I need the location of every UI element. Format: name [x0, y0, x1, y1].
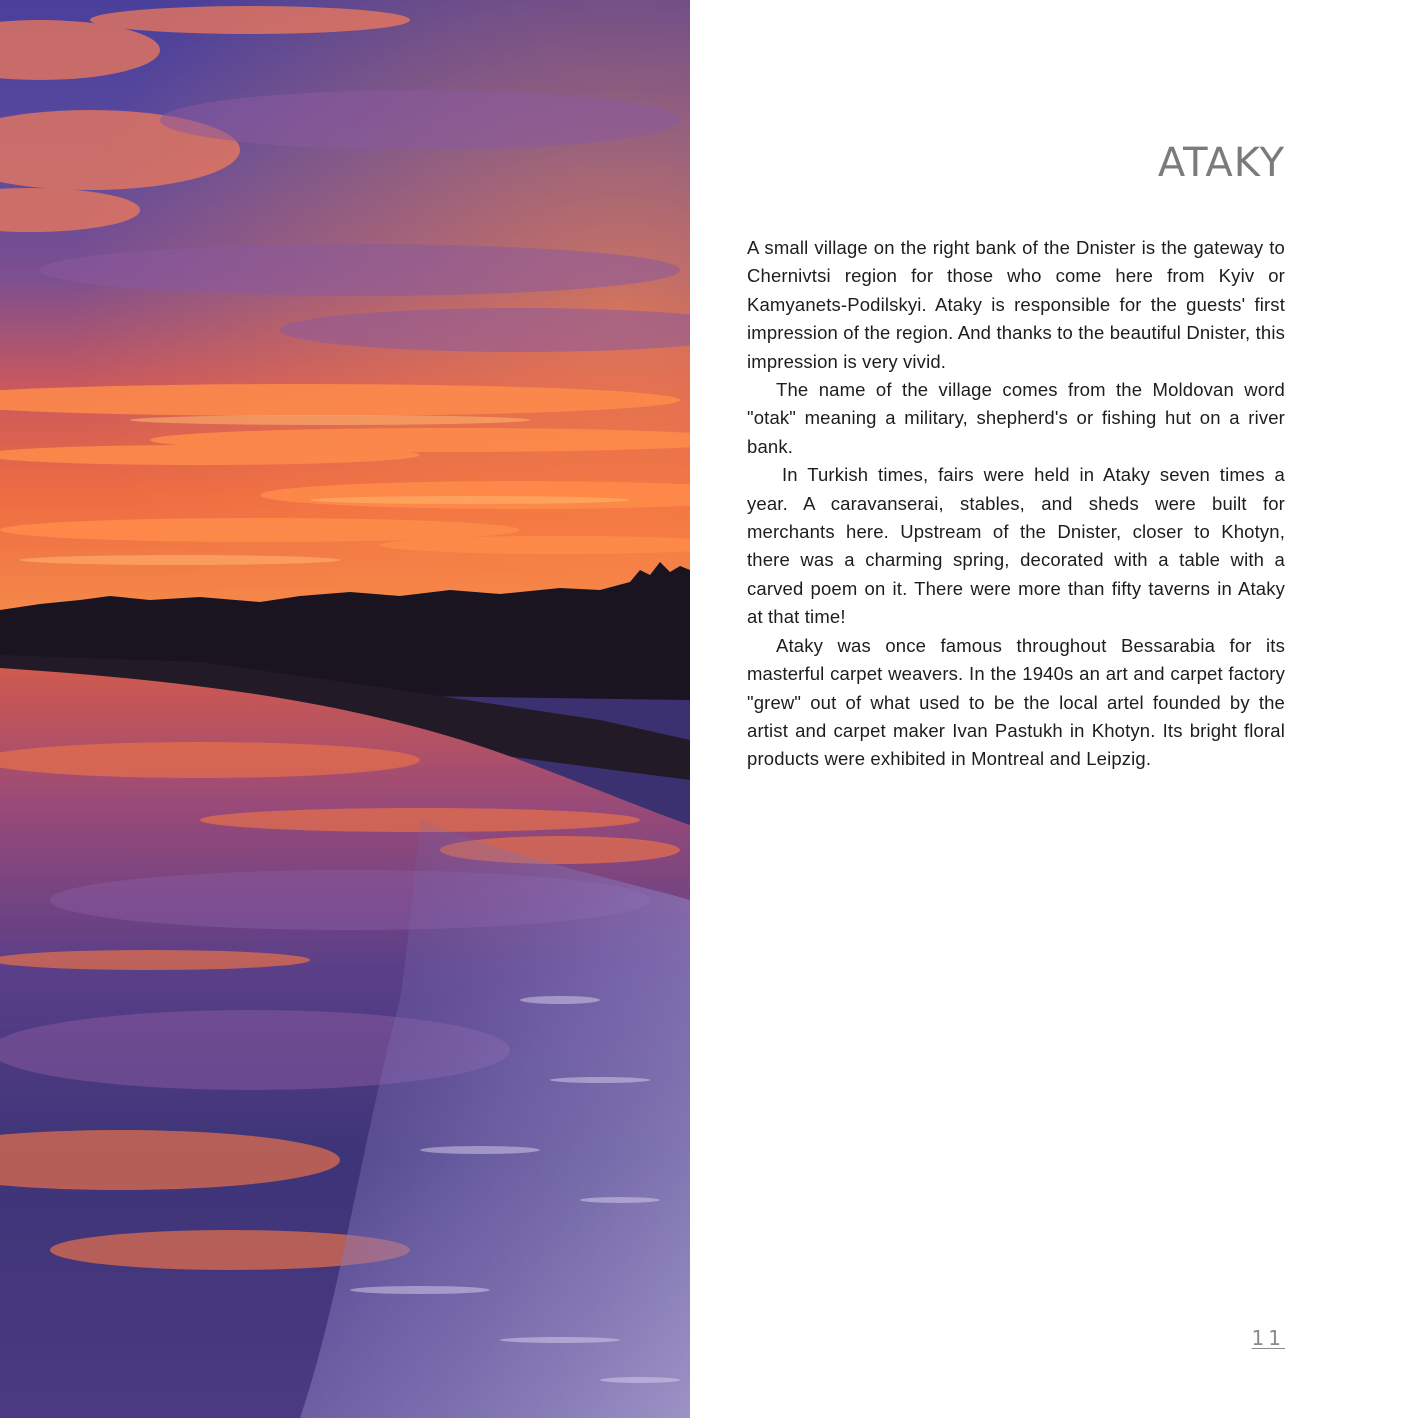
landscape-photo	[0, 0, 690, 1418]
page-title: ATAKY	[1157, 140, 1285, 186]
paragraph-turkish-times: In Turkish times, fairs were held in Ataky seven times a year. A caravanserai, stables, and sheds were built for merchants here. Upstream of the Dnister, closer to Khotyn, there was a charming spring, decorated with a table with a carved poem on it. There were more than fifty taverns in Ataky at that time!	[747, 464, 1285, 628]
paragraph-intro: A small village on the right bank of the Dnister is the gateway to Chernivtsi region for those who come here from Kyiv or Kamyanets-Podilskyi. Ataky is responsible for the guests' first impression of the region. And thanks to the beautiful Dnister, this impression is very vivid.	[747, 237, 1285, 372]
sunset-river-illustration	[0, 0, 690, 1418]
article-body	[747, 234, 1285, 774]
page-number: 11	[1251, 1326, 1285, 1350]
paragraph-name-origin: The name of the village comes from the Moldovan word "otak" meaning a military, shepherd's or fishing hut on a river bank.	[747, 379, 1285, 457]
paragraph-carpet-weavers: Ataky was once famous throughout Bessarabia for its masterful carpet weavers. In the 1940s an art and carpet factory "grew" out of what used to be the local artel founded by the artist and carpet maker Ivan Pastukh in Khotyn. Its bright floral products were exhibited in Montreal and Leipzig.	[747, 634, 1285, 770]
text-column	[747, 0, 1285, 1418]
